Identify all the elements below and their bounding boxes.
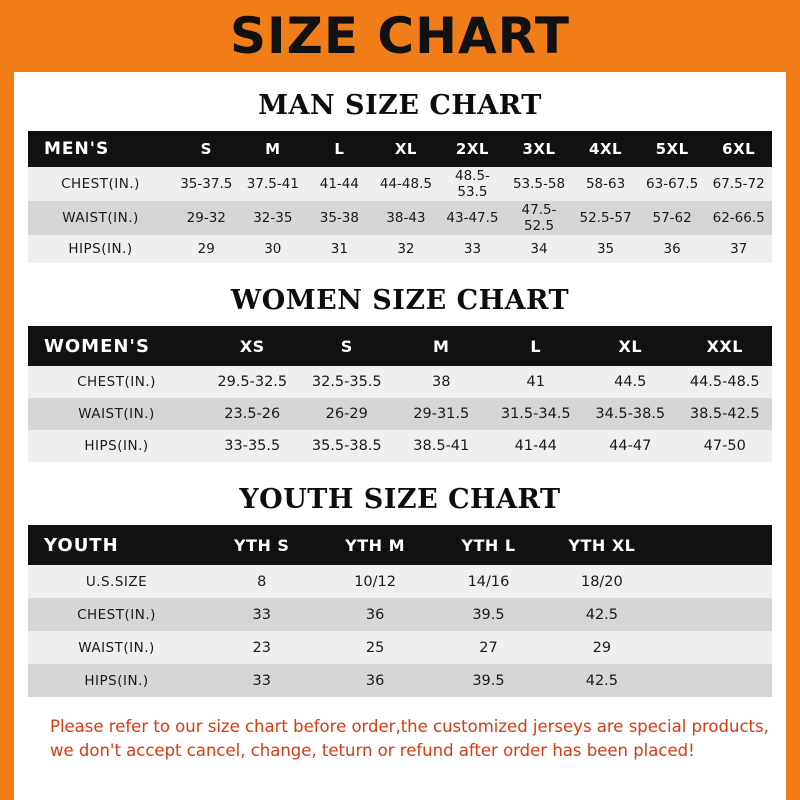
table-row: [28, 201, 772, 235]
youth-row2-c2: 25: [318, 631, 431, 664]
women-header-label: WOMEN'S: [28, 326, 205, 366]
men-row2-label: HIPS(IN.): [28, 235, 173, 263]
youth-header-yths: YTH S: [205, 525, 318, 565]
section-title-women: WOMEN SIZE CHART: [230, 285, 570, 316]
men-row2-c6: 34: [506, 235, 573, 263]
men-header-l: L: [306, 131, 373, 167]
men-header-2xl: 2XL: [439, 131, 506, 167]
men-row0-c2: 37.5-41: [240, 167, 307, 201]
youth-size-table: [28, 525, 772, 697]
men-header-m: M: [240, 131, 307, 167]
table-row: [28, 565, 772, 598]
men-header-5xl: 5XL: [639, 131, 706, 167]
men-row1-c4: 38-43: [373, 201, 440, 235]
youth-row0-c4: 18/20: [545, 565, 658, 598]
table-header-row: [28, 131, 772, 167]
men-row2-c4: 32: [373, 235, 440, 263]
men-row0-c5: 48.5-53.5: [439, 167, 506, 201]
youth-row2-c5: [659, 631, 772, 664]
table-header-row: [28, 326, 772, 366]
youth-row2-label: WAIST(IN.): [28, 631, 205, 664]
women-row1-c6: 38.5-42.5: [678, 398, 773, 430]
women-header-s: S: [300, 326, 395, 366]
men-table-body: [28, 167, 772, 263]
women-row2-c5: 44-47: [583, 430, 678, 462]
women-row2-c3: 38.5-41: [394, 430, 489, 462]
men-row1-c6: 47.5-52.5: [506, 201, 573, 235]
women-row0-c3: 38: [394, 366, 489, 398]
youth-row2-c1: 23: [205, 631, 318, 664]
table-row: [28, 366, 772, 398]
men-row1-c9: 62-66.5: [705, 201, 772, 235]
order-notice-line2: we don't accept cancel, change, teturn or refund after order has been placed!: [50, 740, 695, 760]
youth-row1-c3: 39.5: [432, 598, 545, 631]
youth-row2-c4: 29: [545, 631, 658, 664]
table-row: [28, 398, 772, 430]
youth-row0-c1: 8: [205, 565, 318, 598]
men-size-table: [28, 131, 772, 263]
men-row2-c1: 29: [173, 235, 240, 263]
table-header-row: [28, 525, 772, 565]
men-row1-c2: 32-35: [240, 201, 307, 235]
youth-row3-label: HIPS(IN.): [28, 664, 205, 697]
men-row0-c7: 58-63: [572, 167, 639, 201]
table-row: [28, 430, 772, 462]
men-row1-c1: 29-32: [173, 201, 240, 235]
men-row0-c8: 63-67.5: [639, 167, 706, 201]
men-row1-label: WAIST(IN.): [28, 201, 173, 235]
men-header-label: MEN'S: [28, 131, 173, 167]
table-row: [28, 167, 772, 201]
chart-content: [14, 90, 786, 763]
women-row0-c1: 29.5-32.5: [205, 366, 300, 398]
women-row0-c5: 44.5: [583, 366, 678, 398]
youth-table-body: [28, 565, 772, 697]
table-row: [28, 598, 772, 631]
women-row1-c3: 29-31.5: [394, 398, 489, 430]
women-table-header: [28, 326, 772, 366]
youth-row1-c2: 36: [318, 598, 431, 631]
youth-row3-c2: 36: [318, 664, 431, 697]
men-header-xl: XL: [373, 131, 440, 167]
women-header-l: L: [489, 326, 584, 366]
order-notice: [50, 715, 769, 763]
youth-row3-c3: 39.5: [432, 664, 545, 697]
men-row1-c8: 57-62: [639, 201, 706, 235]
women-row1-label: WAIST(IN.): [28, 398, 205, 430]
women-row2-label: HIPS(IN.): [28, 430, 205, 462]
table-row: [28, 664, 772, 697]
youth-row1-label: CHEST(IN.): [28, 598, 205, 631]
table-row: [28, 631, 772, 664]
section-title-man: MAN SIZE CHART: [258, 90, 542, 121]
women-row2-c6: 47-50: [678, 430, 773, 462]
youth-row3-c4: 42.5: [545, 664, 658, 697]
women-row0-c2: 32.5-35.5: [300, 366, 395, 398]
women-header-xs: XS: [205, 326, 300, 366]
youth-row3-c5: [659, 664, 772, 697]
men-header-6xl: 6XL: [705, 131, 772, 167]
women-row0-c6: 44.5-48.5: [678, 366, 773, 398]
youth-row1-c4: 42.5: [545, 598, 658, 631]
youth-row1-c5: [659, 598, 772, 631]
men-row2-c2: 30: [240, 235, 307, 263]
youth-header-ythl: YTH L: [432, 525, 545, 565]
women-table-body: [28, 366, 772, 462]
women-row1-c1: 23.5-26: [205, 398, 300, 430]
youth-row0-c2: 10/12: [318, 565, 431, 598]
men-row0-label: CHEST(IN.): [28, 167, 173, 201]
women-row1-c2: 26-29: [300, 398, 395, 430]
page-title: SIZE CHART: [229, 7, 571, 65]
men-row0-c6: 53.5-58: [506, 167, 573, 201]
women-row2-c4: 41-44: [489, 430, 584, 462]
men-row2-c5: 33: [439, 235, 506, 263]
men-row0-c1: 35-37.5: [173, 167, 240, 201]
youth-row0-c5: [659, 565, 772, 598]
women-size-table: [28, 326, 772, 462]
youth-table-header: [28, 525, 772, 565]
men-header-4xl: 4XL: [572, 131, 639, 167]
order-notice-line1: Please refer to our size chart before order,the customized jerseys are special products,: [50, 717, 769, 736]
youth-header-ythxl: YTH XL: [545, 525, 658, 565]
youth-row0-c3: 14/16: [432, 565, 545, 598]
men-row0-c4: 44-48.5: [373, 167, 440, 201]
page-banner: [0, 0, 800, 72]
men-row1-c5: 43-47.5: [439, 201, 506, 235]
women-row2-c2: 35.5-38.5: [300, 430, 395, 462]
men-row0-c3: 41-44: [306, 167, 373, 201]
men-header-3xl: 3XL: [506, 131, 573, 167]
women-row1-c4: 31.5-34.5: [489, 398, 584, 430]
youth-header-spacer: [659, 525, 772, 565]
youth-row2-c3: 27: [432, 631, 545, 664]
men-row2-c9: 37: [705, 235, 772, 263]
men-row2-c7: 35: [572, 235, 639, 263]
men-header-s: S: [173, 131, 240, 167]
youth-header-label: YOUTH: [28, 525, 205, 565]
men-row2-c8: 36: [639, 235, 706, 263]
youth-row0-label: U.S.SIZE: [28, 565, 205, 598]
men-row1-c3: 35-38: [306, 201, 373, 235]
men-row1-c7: 52.5-57: [572, 201, 639, 235]
men-row2-c3: 31: [306, 235, 373, 263]
section-title-youth: YOUTH SIZE CHART: [239, 484, 561, 515]
youth-row3-c1: 33: [205, 664, 318, 697]
women-row0-label: CHEST(IN.): [28, 366, 205, 398]
youth-row1-c1: 33: [205, 598, 318, 631]
women-header-xxl: XXL: [678, 326, 773, 366]
women-row0-c4: 41: [489, 366, 584, 398]
men-row0-c9: 67.5-72: [705, 167, 772, 201]
women-row2-c1: 33-35.5: [205, 430, 300, 462]
women-header-xl: XL: [583, 326, 678, 366]
table-row: [28, 235, 772, 263]
men-table-header: [28, 131, 772, 167]
women-row1-c5: 34.5-38.5: [583, 398, 678, 430]
youth-header-ythm: YTH M: [318, 525, 431, 565]
women-header-m: M: [394, 326, 489, 366]
